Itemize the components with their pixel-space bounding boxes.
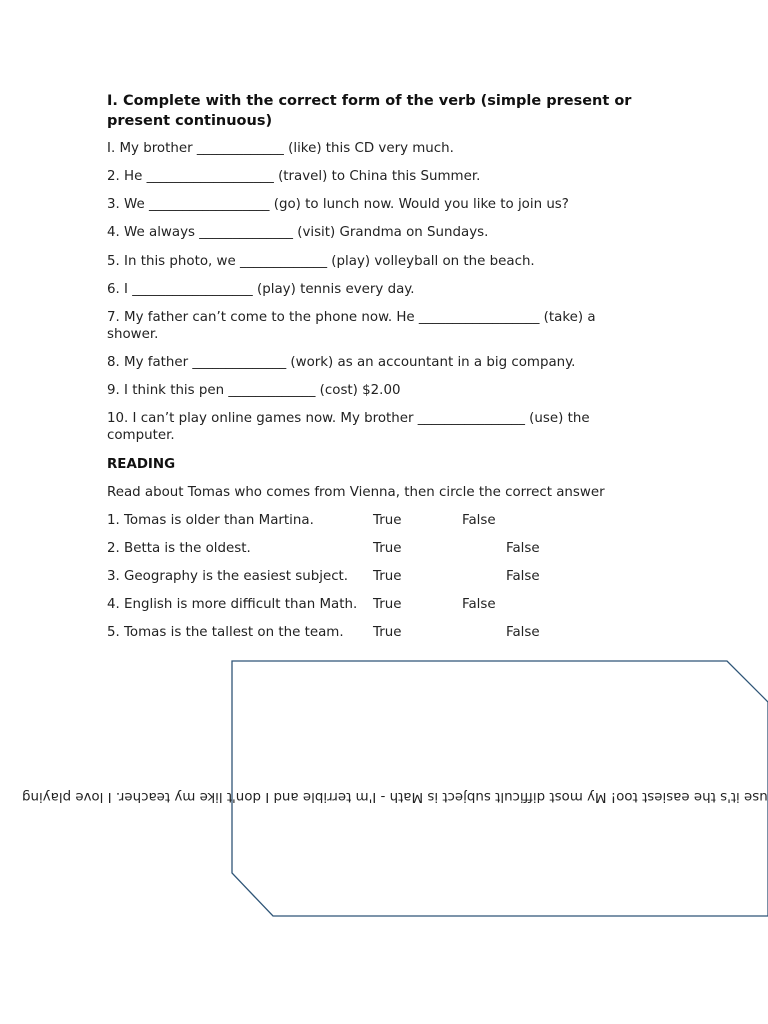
false-option: False <box>506 541 540 556</box>
true-option: True <box>373 513 402 528</box>
exercise-heading: I. Complete with the correct form of the verb (simple present or present continuous) <box>107 93 632 129</box>
false-option: False <box>506 625 540 640</box>
exercise-item: 3. We __________________ (go) to lunch now. Would you like to join us? <box>107 197 569 212</box>
false-option: False <box>462 513 496 528</box>
reading-title: READING <box>107 457 176 472</box>
reading-instruction: Read about Tomas who comes from Vienna, then circle the correct answer <box>107 485 605 500</box>
exercise-item: 10. I can’t play online games now. My brother ________________ (use) the computer. <box>107 411 594 443</box>
true-option: True <box>373 625 402 640</box>
exercise-item: 2. He ___________________ (travel) to China this Summer. <box>107 169 481 184</box>
exercise-item: I. My brother _____________ (like) this CD very much. <box>107 141 454 156</box>
true-option: True <box>373 569 402 584</box>
true-option: True <box>373 541 402 556</box>
false-option: False <box>462 597 496 612</box>
statement-text: 4. English is more difficult than Math. <box>107 597 358 612</box>
exercise-item: 7. My father can’t come to the phone now. He __________________ (take) a shower. <box>107 310 600 342</box>
exercise-item: 8. My father ______________ (work) as an accountant in a big company. <box>107 355 576 370</box>
exercise-item: 4. We always ______________ (visit) Grandma on Sundays. <box>107 225 489 240</box>
statement-text: 5. Tomas is the tallest on the team. <box>107 625 344 640</box>
exercise-item: 5. In this photo, we _____________ (play) volleyball on the beach. <box>107 254 535 269</box>
statement-text: 3. Geography is the easiest subject. <box>107 569 349 584</box>
exercise-item: 9. I think this pen _____________ (cost) $2.00 <box>107 383 401 398</box>
statement-text: 1. Tomas is older than Martina. <box>107 513 314 528</box>
exercise-item: 6. I __________________ (play) tennis every day. <box>107 282 415 297</box>
upside-down-passage <box>0 786 768 806</box>
true-option: True <box>373 597 402 612</box>
upside-down-passage-text: use it's the easiest too! My most difficult subject is Math - I'm terrible and I don't like my teacher. I love playing <box>22 789 768 804</box>
false-option: False <box>506 569 540 584</box>
statement-text: 2. Betta is the oldest. <box>107 541 251 556</box>
